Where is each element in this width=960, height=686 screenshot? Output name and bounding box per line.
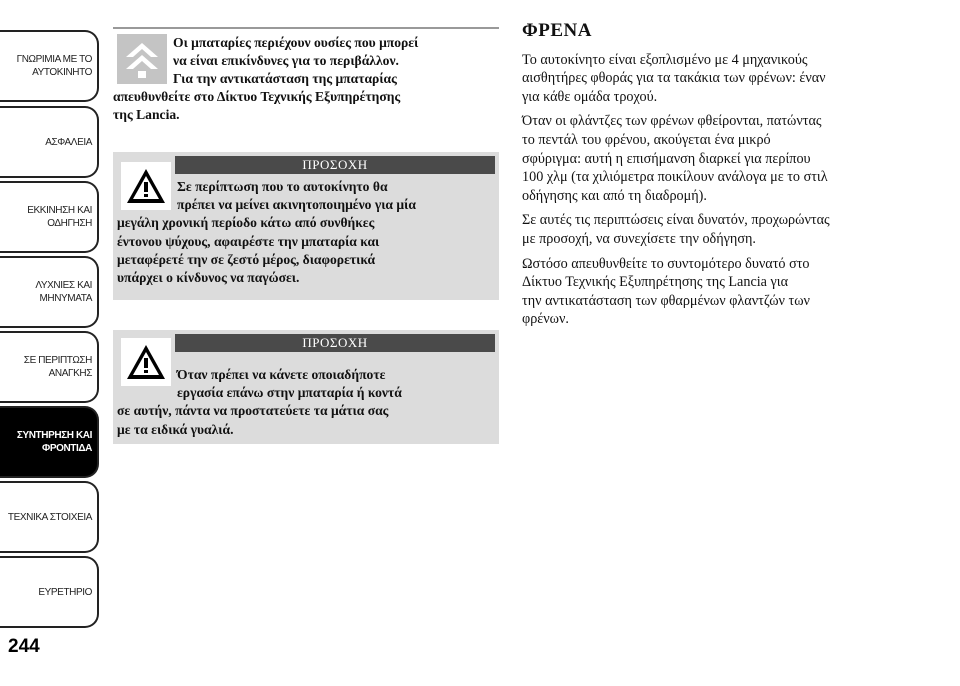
warning-line: με τα ειδικά γυαλιά. (117, 421, 234, 437)
text-line: Το αυτοκίνητο είναι εξοπλισμένο με 4 μηχανικούς (522, 51, 808, 68)
warning-line: σε αυτήν, πάντα να προστατεύετε τα μάτια σας (117, 403, 389, 419)
note-line: Για την αντικατάσταση της μπαταρίας (173, 71, 397, 86)
text-line: 100 χλμ (τα χιλιόμετρα ποικίλουν ανάλογα με το στιλ (522, 169, 828, 186)
tab-label-line2: ΑΝΑΓΚΗΣ (48, 368, 92, 379)
warning-line: Όταν πρέπει να κάνετε οποιαδήποτε (177, 367, 386, 382)
tab-label-line2: ΟΔΗΓΗΣΗ (47, 218, 92, 229)
warning-header: ΠΡΟΣΟΧΗ (175, 156, 495, 174)
warning-line: μεταφέρετέ την σε ζεστό μέρος, διαφορετικά (117, 251, 376, 267)
warning-header: ΠΡΟΣΟΧΗ (175, 334, 495, 352)
text-line: φρένων. (522, 311, 569, 328)
tab-label-line2: ΦΡΟΝΤΙΔΑ (42, 443, 92, 454)
section-title: ΦΡΕΝΑ (522, 20, 592, 41)
paragraph (522, 255, 922, 329)
warning-box-cold (113, 152, 499, 300)
tab-label-line1: ΤΕΧΝΙΚΑ ΣΤΟΙΧΕΙΑ (7, 511, 92, 523)
text-line: Δίκτυο Τεχνικής Εξυπηρέτησης της Lancia για (522, 274, 789, 291)
tab-label-line1: ΣΥΝΤΗΡΗΣΗ ΚΑΙ (16, 430, 92, 441)
text-line: Όταν οι φλάντζες των φρένων φθείρονται, πατώντας (522, 113, 822, 130)
tab-maintenance-care[interactable] (0, 406, 99, 478)
text-line: οδήγησης και από τη διαδρομή). (522, 187, 707, 204)
tab-label-line1: ΣΕ ΠΕΡΙΠΤΩΣΗ (23, 355, 92, 366)
paragraph (522, 112, 922, 205)
tab-label-line1: ΕΥΡΕΤΗΡΙΟ (38, 586, 92, 598)
recycle-chevron-icon (117, 34, 167, 84)
tab-label-line1: ΕΚΚΙΝΗΣΗ ΚΑΙ (27, 205, 92, 216)
warning-line: υπάρχει ο κίνδυνος να παγώσει. (117, 270, 300, 286)
page-number: 244 (8, 636, 40, 657)
note-line: να είναι επικίνδυνες για το περιβάλλον. (173, 53, 399, 68)
note-line: της Lancia. (113, 107, 180, 122)
tab-index[interactable] (0, 556, 99, 628)
warning-line: εργασία επάνω στην μπαταρία ή κοντά (177, 385, 402, 401)
chapter-tabs (0, 0, 100, 686)
tab-safety[interactable] (0, 106, 99, 178)
text-line: αισθητήρες φθοράς για τα τακάκια των φρένων: έναν (522, 70, 826, 87)
text-line: σφύριγμα: αυτή η επισήμανση διαρκεί για περίπου (522, 150, 811, 167)
text-line: για κάθε ομάδα τροχού. (522, 88, 658, 105)
tab-label-line2: ΑΥΤΟΚΙΝΗΤΟ (32, 67, 92, 78)
text-line: Σε αυτές τις περιπτώσεις είναι δυνατόν, προχωρώντας (522, 212, 830, 229)
warning-line: μεγάλη χρονική περίοδο κάτω από συνθήκες (117, 215, 375, 231)
warning-text (117, 366, 495, 439)
tab-starting-driving[interactable] (0, 181, 99, 253)
note-text (113, 34, 499, 124)
note-line: απευθυνθείτε στο Δίκτυο Τεχνικής Εξυπηρέτησης (113, 89, 401, 104)
note-line: Οι μπαταρίες περιέχουν ουσίες που μπορεί (173, 35, 419, 50)
tab-emergency[interactable] (0, 331, 99, 403)
text-line: το πεντάλ του φρένου, ακούγεται ένα μικρό (522, 131, 771, 148)
warning-line: Σε περίπτωση που το αυτοκίνητο θα (177, 179, 388, 194)
tab-label-line1: ΓΝΩΡΙΜΙΑ ΜΕ ΤΟ (16, 54, 92, 65)
text-line: την αντικατάσταση των φθαρμένων φλαντζών των (522, 292, 810, 309)
warning-box-eyes (113, 330, 499, 444)
warning-line: πρέπει να μείνει ακινητοποιημένο για μία (177, 197, 416, 213)
warning-text (117, 178, 495, 287)
tab-label-line1: ΛΥΧΝΙΕΣ ΚΑΙ (35, 280, 92, 291)
paragraph (522, 211, 922, 248)
warning-line: έντονου ψύχους, αφαιρέστε την μπαταρία και (117, 233, 380, 249)
tab-label-line1: ΑΣΦΑΛΕΙΑ (45, 136, 92, 148)
text-line: Ωστόσο απευθυνθείτε το συντομότερο δυνατό στο (522, 255, 810, 272)
brakes-section (522, 22, 922, 335)
paragraph (522, 51, 922, 107)
text-line: με προσοχή, να συνεχίσετε την οδήγηση. (522, 230, 756, 247)
tab-lights-messages[interactable] (0, 256, 99, 328)
tab-getting-to-know-car[interactable] (0, 30, 99, 102)
tab-label-line2: ΜΗΝΥΜΑΤΑ (39, 293, 92, 304)
tab-technical-data[interactable] (0, 481, 99, 553)
top-rule (113, 27, 499, 29)
environment-note (113, 34, 499, 124)
